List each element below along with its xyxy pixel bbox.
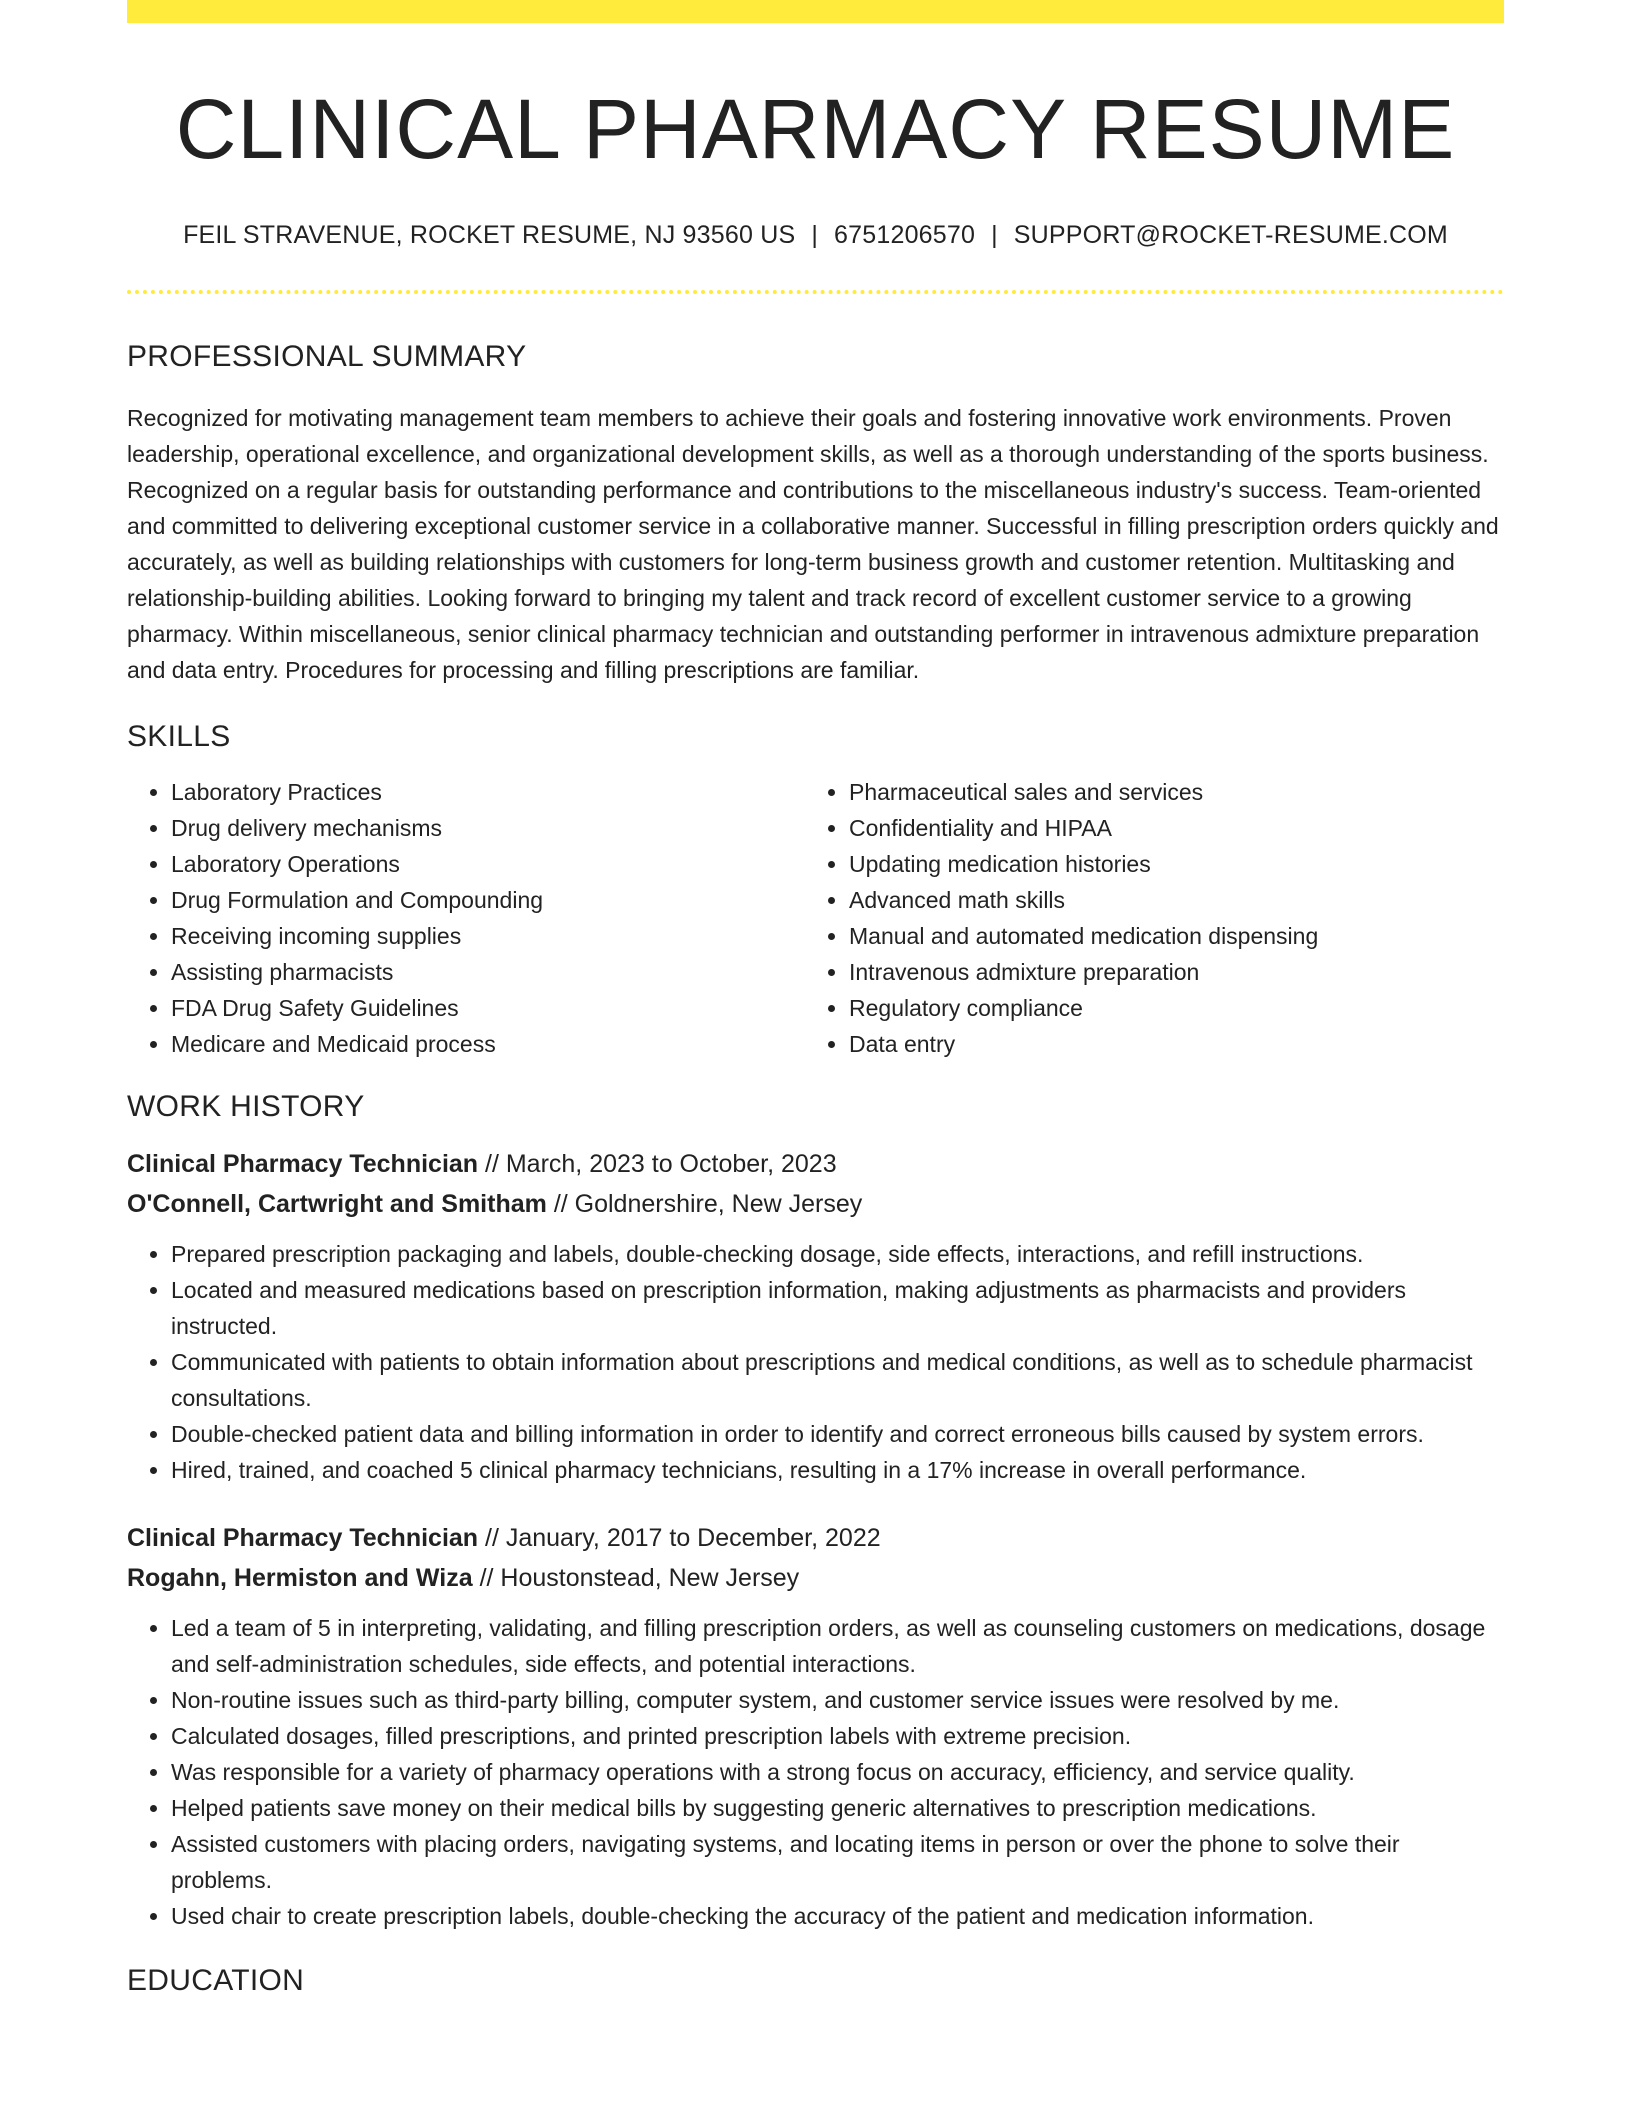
job-role: Clinical Pharmacy Technician (127, 1150, 479, 1179)
job-location: // Goldnershire, New Jersey (546, 1190, 863, 1219)
skill-item: • Receiving incoming supplies (171, 918, 805, 954)
skills-list (127, 774, 1504, 1062)
contact-address: FEIL STRAVENUE, ROCKET RESUME, NJ 93560 US (183, 221, 796, 250)
job-bullet: • Was responsible for a variety of pharmacy operations with a strong focus on accuracy, efficiency, and service quality. (171, 1754, 1504, 1790)
contact-email: SUPPORT@ROCKET-RESUME.COM (1013, 221, 1448, 250)
skill-item: • Advanced math skills (849, 882, 1489, 918)
job-title-line (127, 1518, 1504, 1558)
job-entry (127, 1518, 1504, 1934)
skill-item: • Medicare and Medicaid process (171, 1026, 805, 1062)
contact-phone: 6751206570 (834, 221, 976, 250)
job-dates: // March, 2023 to October, 2023 (478, 1150, 837, 1179)
job-bullets (127, 1610, 1504, 1934)
job-bullet: • Prepared prescription packaging and labels, double-checking dosage, side effects, interactions, and refill instructions. (171, 1236, 1504, 1272)
job-bullet: • Double-checked patient data and billing information in order to identify and correct erroneous bills caused by system errors. (171, 1416, 1504, 1452)
job-entry (127, 1144, 1504, 1488)
education-heading: EDUCATION (127, 1964, 305, 1998)
job-bullet: • Helped patients save money on their medical bills by suggesting generic alternatives to prescription medications. (171, 1790, 1504, 1826)
skill-item: • Data entry (849, 1026, 1489, 1062)
skill-item: • Laboratory Practices (171, 774, 805, 810)
skill-item: • Manual and automated medication dispensing (849, 918, 1489, 954)
job-bullet: • Assisted customers with placing orders, navigating systems, and locating items in person or over the phone to solve their problems. (171, 1826, 1504, 1898)
work-history-heading: WORK HISTORY (127, 1090, 365, 1124)
job-dates: // January, 2017 to December, 2022 (478, 1524, 881, 1553)
job-bullet: • Hired, trained, and coached 5 clinical pharmacy technicians, resulting in a 17% increase in overall performance. (171, 1452, 1504, 1488)
summary-heading: PROFESSIONAL SUMMARY (127, 340, 527, 374)
job-bullet: • Led a team of 5 in interpreting, validating, and filling prescription orders, as well as counseling customers on medications, dosage and self-administration schedules, side effects, and potential interactions. (171, 1610, 1504, 1682)
contact-separator: | (811, 221, 819, 250)
skill-item: • Laboratory Operations (171, 846, 805, 882)
job-bullet: • Calculated dosages, filled prescriptions, and printed prescription labels with extreme precision. (171, 1718, 1504, 1754)
job-title-line (127, 1144, 1504, 1184)
job-company: O'Connell, Cartwright and Smitham (127, 1190, 547, 1219)
skills-heading: SKILLS (127, 720, 231, 754)
skill-item: • Assisting pharmacists (171, 954, 805, 990)
skill-item: • FDA Drug Safety Guidelines (171, 990, 805, 1026)
job-location: // Houstonstead, New Jersey (472, 1564, 800, 1593)
resume-page (127, 0, 1504, 1998)
job-company: Rogahn, Hermiston and Wiza (127, 1564, 473, 1593)
contact-line (127, 221, 1504, 250)
top-accent-bar (127, 0, 1504, 23)
skill-item: • Intravenous admixture preparation (849, 954, 1489, 990)
skills-column-right (805, 774, 1489, 1062)
job-bullet: • Non-routine issues such as third-party billing, computer system, and customer service issues were resolved by me. (171, 1682, 1504, 1718)
job-role: Clinical Pharmacy Technician (127, 1524, 479, 1553)
resume-title: CLINICAL PHARMACY RESUME (175, 82, 1456, 176)
job-company-line (127, 1184, 1504, 1224)
skill-item: • Pharmaceutical sales and services (849, 774, 1489, 810)
skill-item: • Drug delivery mechanisms (171, 810, 805, 846)
skill-item: • Confidentiality and HIPAA (849, 810, 1489, 846)
header-divider (127, 290, 1504, 294)
job-bullets (127, 1236, 1504, 1488)
job-bullet: • Communicated with patients to obtain information about prescriptions and medical conditions, as well as to schedule pharmacist consultations. (171, 1344, 1504, 1416)
skill-item: • Updating medication histories (849, 846, 1489, 882)
job-bullet: • Used chair to create prescription labels, double-checking the accuracy of the patient and medication information. (171, 1898, 1504, 1934)
skill-item: • Drug Formulation and Compounding (171, 882, 805, 918)
job-company-line (127, 1558, 1504, 1598)
summary-text: Recognized for motivating management team members to achieve their goals and fostering innovative work environments. Proven leadership, operational excellence, and organizational development skills, as well as a thorough understanding of the sports business. Recognized on a regular basis for outstanding performance and contributions to the miscellaneous industry's success. Team-oriented and committed to delivering exceptional customer service in a collaborative manner. Successful in filling prescription orders quickly and accurately, as well as building relationships with customers for long-term business growth and customer retention. Multitasking and relationship-building abilities. Looking forward to bringing my talent and track record of excellent customer service to a growing pharmacy. Within miscellaneous, senior clinical pharmacy technician and outstanding performer in intravenous admixture preparation and data entry. Procedures for processing and filling prescriptions are familiar. (127, 405, 1499, 684)
skills-column-left (127, 774, 805, 1062)
job-bullet: • Located and measured medications based on prescription information, making adjustments as pharmacists and providers instructed. (171, 1272, 1504, 1344)
contact-separator: | (991, 221, 998, 250)
skill-item: • Regulatory compliance (849, 990, 1489, 1026)
